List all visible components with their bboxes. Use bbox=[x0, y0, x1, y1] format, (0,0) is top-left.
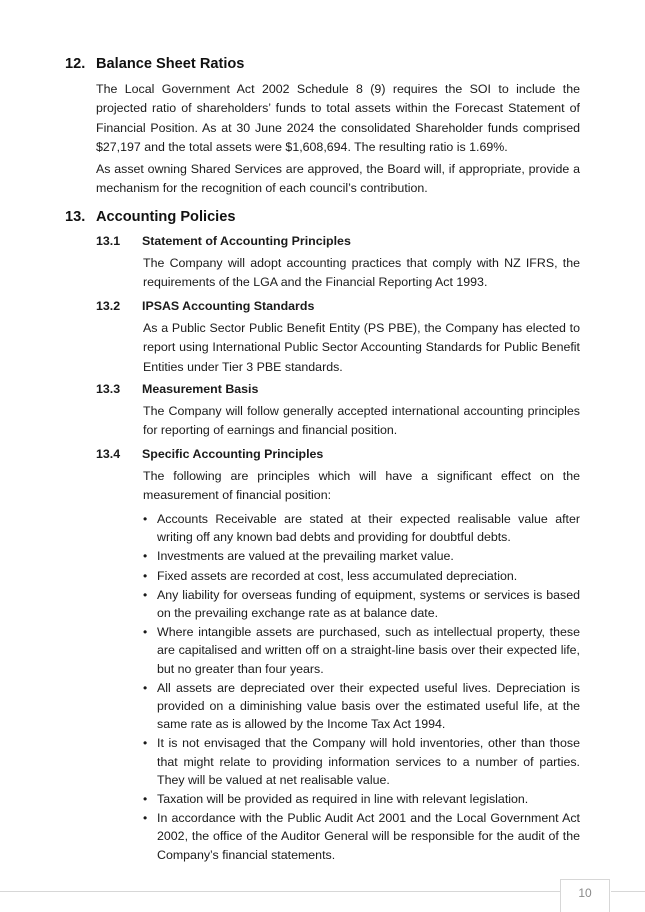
subsection-13-4-text: The following are principles which will have a significant effect on the measurement of financial position: bbox=[143, 469, 580, 503]
list-item-text: Investments are valued at the prevailing market value. bbox=[157, 549, 454, 564]
subsection-13-2-number: 13.2 bbox=[96, 299, 121, 313]
list-item bbox=[143, 790, 580, 808]
subsection-13-4-heading bbox=[96, 447, 323, 461]
list-item bbox=[143, 809, 580, 864]
bullet-icon: • bbox=[143, 736, 148, 751]
footer-divider bbox=[0, 891, 560, 892]
list-item-text: Accounts Receivable are stated at their expected realisable value after writing off any known bad debts and providing for doubtful debts. bbox=[157, 512, 580, 545]
list-item-text: All assets are depreciated over their expected useful lives. Depreciation is provided on a diminishing value basis over the estimated useful life, at the same rate as is allowed by the Income Tax Act 1994. bbox=[157, 680, 580, 732]
page-number: 10 bbox=[560, 879, 610, 912]
footer-divider-right bbox=[611, 891, 645, 892]
list-item bbox=[143, 586, 580, 622]
bullet-icon: • bbox=[143, 549, 148, 564]
subsection-13-3-number: 13.3 bbox=[96, 382, 121, 396]
section-12-paragraph-2: As asset owning Shared Services are approved, the Board will, if appropriate, provide a mechanism for the recognition of each council’s contribution. bbox=[96, 162, 580, 196]
section-13-number: 13. bbox=[65, 209, 86, 225]
subsection-13-2-title: IPSAS Accounting Standards bbox=[142, 299, 315, 313]
accounting-principles-list bbox=[143, 510, 580, 865]
list-item bbox=[143, 734, 580, 789]
subsection-13-1-heading bbox=[96, 234, 351, 248]
bullet-icon: • bbox=[143, 680, 148, 695]
subsection-13-4-number: 13.4 bbox=[96, 447, 121, 461]
subsection-13-4-title: Specific Accounting Principles bbox=[142, 447, 324, 461]
list-item bbox=[143, 547, 580, 565]
bullet-icon: • bbox=[143, 625, 148, 640]
bullet-icon: • bbox=[143, 568, 148, 583]
section-13-heading bbox=[65, 209, 235, 225]
list-item bbox=[143, 567, 580, 585]
bullet-icon: • bbox=[143, 512, 148, 526]
subsection-13-2-text: As a Public Sector Public Benefit Entity (PS PBE), the Company has elected to report using International Public Sector Accounting Standards for Public Benefit Entities under Tier 3 PBE standards. bbox=[143, 321, 580, 374]
subsection-13-3-heading bbox=[96, 382, 258, 396]
list-item-text: It is not envisaged that the Company will hold inventories, other than those that might relate to providing information services to a number of parties. They will be valued at net realisable value. bbox=[157, 736, 580, 787]
section-12-number: 12. bbox=[65, 56, 86, 72]
subsection-13-2-heading bbox=[96, 299, 314, 313]
list-item-text: Taxation will be provided as required in line with relevant legislation. bbox=[157, 792, 529, 807]
section-12-heading bbox=[65, 56, 244, 72]
subsection-13-1-title: Statement of Accounting Principles bbox=[142, 234, 351, 248]
list-item bbox=[143, 679, 580, 734]
section-13-title: Accounting Policies bbox=[96, 209, 236, 225]
section-12-paragraph-1: The Local Government Act 2002 Schedule 8 (9) requires the SOI to include the projected ratio of shareholders’ funds to total assets within the Forecast Statement of Financial Position. As at 30 June 2024 the consolidated Shareholder funds comprised $27,197 and the total assets were $1,608,694. The resulting ratio is 1.69%. bbox=[96, 82, 580, 155]
section-12-title: Balance Sheet Ratios bbox=[96, 56, 245, 72]
list-item-text: Any liability for overseas funding of equipment, systems or services is based on the prevailing exchange rate as at balance date. bbox=[157, 587, 580, 621]
bullet-icon: • bbox=[143, 587, 148, 602]
list-item-text: In accordance with the Public Audit Act 2001 and the Local Government Act 2002, the office of the Auditor General will be responsible for the audit of the Company’s financial statements. bbox=[157, 811, 580, 862]
subsection-13-3-text: The Company will follow generally accepted international accounting principles for reporting of earnings and financial position. bbox=[143, 404, 580, 438]
bullet-icon: • bbox=[143, 792, 148, 807]
list-item-text: Fixed assets are recorded at cost, less accumulated depreciation. bbox=[157, 568, 518, 583]
subsection-13-3-title: Measurement Basis bbox=[142, 382, 259, 396]
subsection-13-1-text: The Company will adopt accounting practices that comply with NZ IFRS, the requirements of the LGA and the Financial Reporting Act 1993. bbox=[143, 256, 580, 290]
list-item bbox=[143, 623, 580, 678]
subsection-13-1-number: 13.1 bbox=[96, 234, 121, 248]
list-item bbox=[143, 510, 580, 546]
bullet-icon: • bbox=[143, 811, 148, 826]
list-item-text: Where intangible assets are purchased, such as intellectual property, these are capitalised and written off on a straight-line basis over their expected life, but no greater than four years. bbox=[157, 625, 580, 676]
